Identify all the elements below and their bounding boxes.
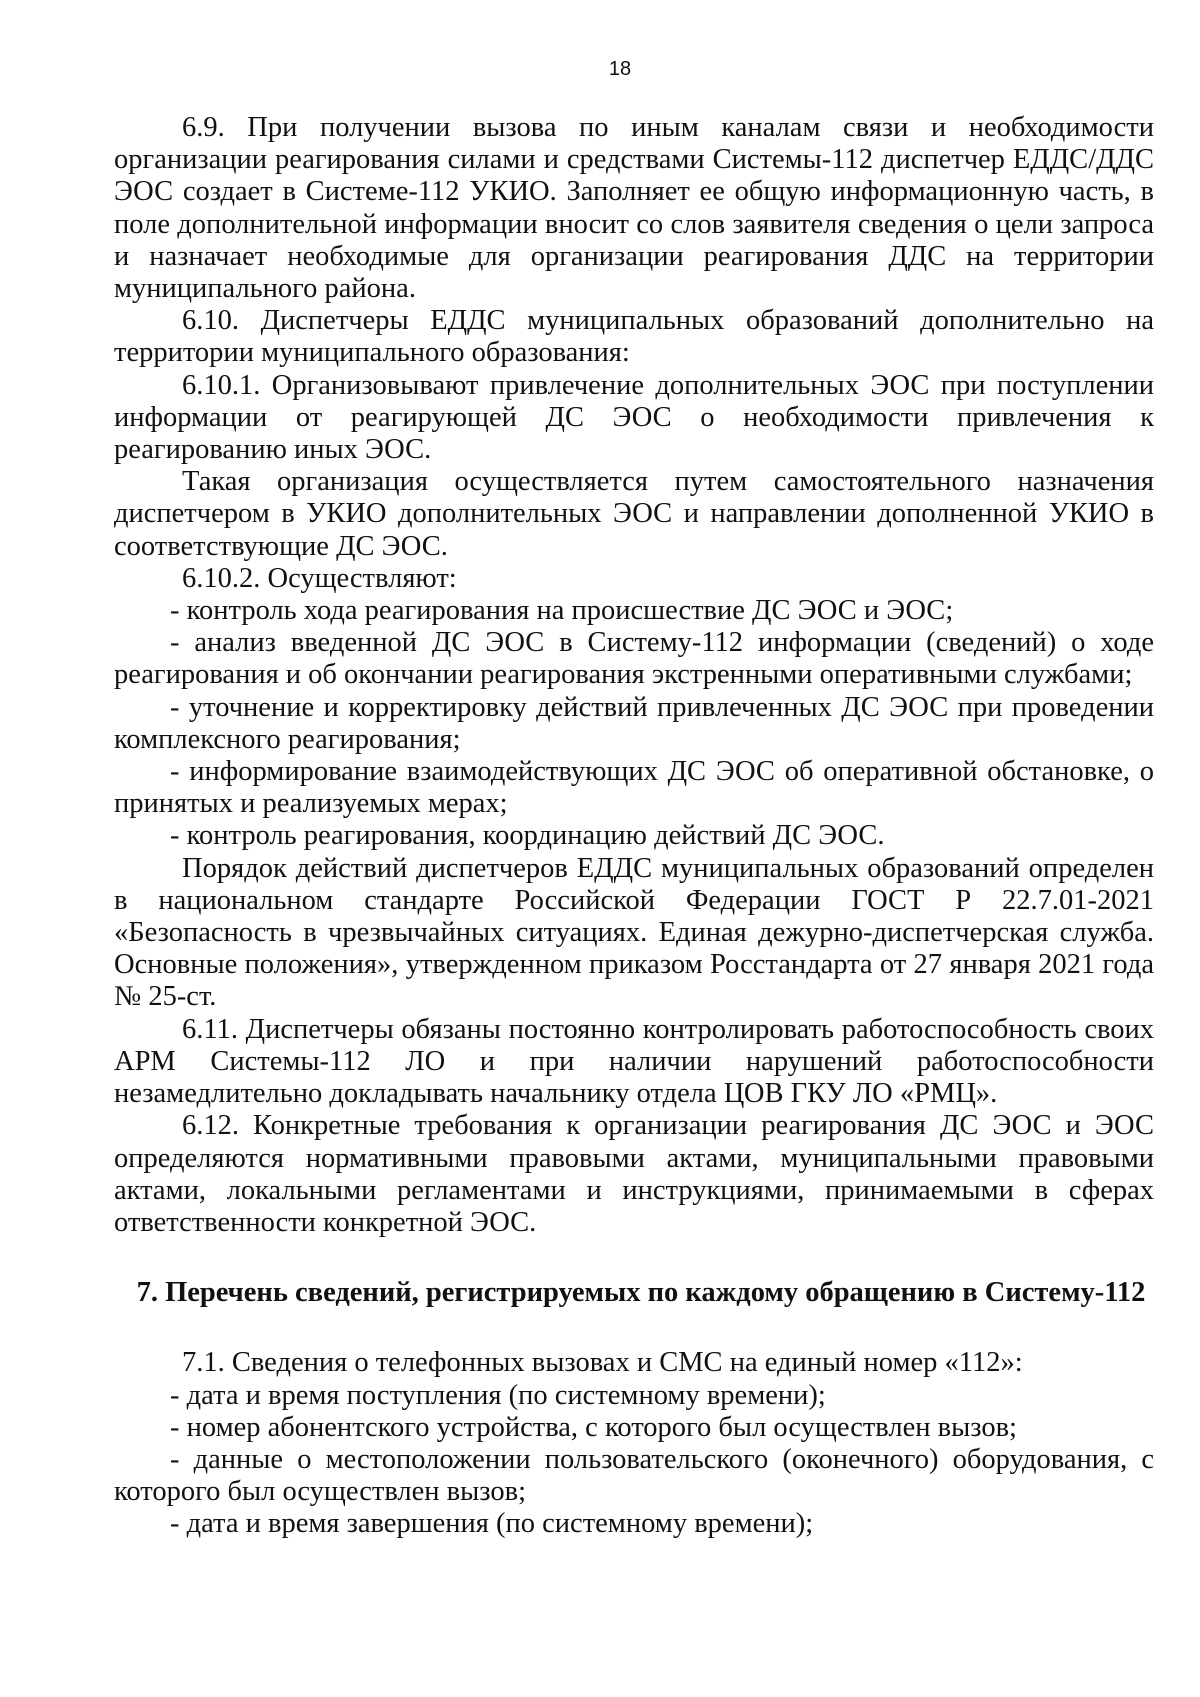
paragraph-7-1: 7.1. Сведения о телефонных вызовах и СМС на единый номер «112»: [182, 1347, 1023, 1379]
list-item: - дата и время поступления (по системному времени); [170, 1379, 826, 1411]
list-item: - контроль хода реагирования на происшествие ДС ЭОС и ЭОС; [170, 595, 954, 627]
paragraph-procedure: Порядок действий диспетчеров ЕДДС муниципальных образований определен в национальном стандарте Российской Федерации ГОСТ Р 22.7.01-2021 «Безопасность в чрезвычайных ситуациях. Единая дежурно-диспетчерская служба. Основные положения», утвержденном приказом Росстандарта от 27 января 2021 года № 25-ст. [114, 852, 1154, 1013]
list-item: - информирование взаимодействующих ДС ЭОС об оперативной обстановке, о принятых и реализуемых мерах; [114, 756, 1154, 820]
paragraph-6-10-2: 6.10.2. Осуществляют: [182, 562, 457, 594]
list-item: - контроль реагирования, координацию действий ДС ЭОС. [170, 820, 885, 852]
list-item: - анализ введенной ДС ЭОС в Систему-112 информации (сведений) о ходе реагирования и об окончании реагирования экстренными оперативными службами; [114, 627, 1154, 691]
document-body [114, 112, 1154, 1541]
list-item: - уточнение и корректировку действий привлеченных ДС ЭОС при проведении комплексного реагирования; [114, 691, 1154, 755]
paragraph-6-12: 6.12. Конкретные требования к организации реагирования ДС ЭОС и ЭОС определяются нормативными правовыми актами, муниципальными правовыми актами, локальными регламентами и инструкциями, принимаемыми в сферах ответственности конкретной ЭОС. [114, 1110, 1154, 1238]
paragraph-organization: Такая организация осуществляется путем самостоятельного назначения диспетчером в УКИО дополнительных ЭОС и направлении дополненной УКИО в соответствующие ДС ЭОС. [114, 466, 1154, 562]
paragraph-6-10-1: 6.10.1. Организовывают привлечение дополнительных ЭОС при поступлении информации от реагирующей ДС ЭОС о необходимости привлечения к реагированию иных ЭОС. [114, 369, 1154, 466]
list-item: - данные о местоположении пользовательского (оконечного) оборудования, с которого был осуществлен вызов; [114, 1443, 1154, 1508]
list-item: - номер абонентского устройства, с которого был осуществлен вызов; [170, 1411, 1017, 1443]
page-number: 18 [608, 58, 632, 80]
paragraph-6-9: 6.9. При получении вызова по иным каналам связи и необходимости организации реагирования силами и средствами Системы-112 диспетчер ЕДДС/ДДС ЭОС создает в Системе-112 УКИО. Заполняет ее общую информационную часть, в поле дополнительной информации вносит со слов заявителя сведения о цели запроса и назначает необходимые для организации реагирования ДДС на территории муниципального района. [114, 112, 1154, 305]
section-heading: 7. Перечень сведений, регистрируемых по каждому обращению в Систему-112 [136, 1277, 1146, 1309]
paragraph-6-10: 6.10. Диспетчеры ЕДДС муниципальных образований дополнительно на территории муниципального образования: [114, 305, 1154, 369]
list-item: - дата и время завершения (по системному времени); [170, 1508, 814, 1540]
paragraph-6-11: 6.11. Диспетчеры обязаны постоянно контролировать работоспособность своих АРМ Системы-112 ЛО и при наличии нарушений работоспособности незамедлительно докладывать начальнику отдела ЦОВ ГКУ ЛО «РМЦ». [114, 1013, 1154, 1110]
